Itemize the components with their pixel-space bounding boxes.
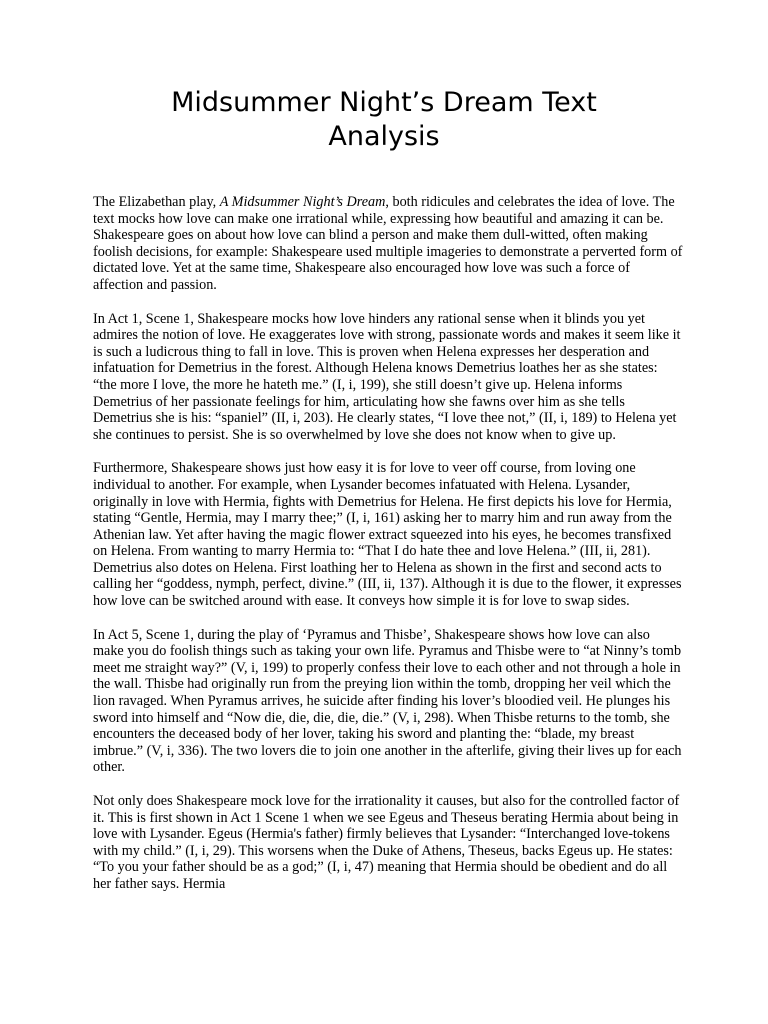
play-title-italic: A Midsummer Night’s Dream xyxy=(219,194,386,210)
paragraph-3: Furthermore, Shakespeare shows just how easy it is for love to veer off course, from loving one individual to another. For example, when Lysander becomes infatuated with Helena. Lysander, originally in love with Hermia, fights with Demetrius for Helena. He first depicts his love for Hermia, stating “Gentle, Hermia, may I marry thee;” (I, i, 161) asking her to marry him and run away from the Athenian law. Yet after having the magic flower extract squeezed into his eyes, he becomes transfixed on Helena. From wanting to marry Hermia to: “That I do hate thee and love Helena.” (III, ii, 281). Demetrius also dotes on Helena. First loathing her to Helena as shown in the first and second acts to calling her “goddess, nymph, perfect, divine.” (III, ii, 137). Although it is due to the flower, it expresses how love can be switched around with ease. It conveys how simple it is for love to swap sides. xyxy=(93,460,682,610)
document-title xyxy=(80,86,688,154)
document-body xyxy=(93,194,683,910)
title-line-2: Analysis xyxy=(328,121,440,152)
paragraph-1-text-end: , both ridicules and celebrates the idea of love. The text mocks how love can make one irrational while, expressing how beautiful and amazing it can be. Shakespeare goes on about how love can blind a person and make them dull-witted, often making foolish decisions, for example: Shakespeare used multiple imageries to demonstrate a perverted form of dictated love. Yet at the same time, Shakespeare also encouraged how love was such a force of affection and passion. xyxy=(93,194,683,293)
paragraph-2: In Act 1, Scene 1, Shakespeare mocks how love hinders any rational sense when it blinds you yet admires the notion of love. He exaggerates love with strong, passionate words and makes it seem like it is such a ludicrous thing to fall in love. This is proven when Helena expresses her desperation and infatuation for Demetrius in the forest. Although Helena knows Demetrius loathes her as she states: “the more I love, the more he hateth me.” (I, i, 199), she still doesn’t give up. Helena informs Demetrius of her passionate feelings for him, articulating how she fawns over him as she tells Demetrius she is his: “spaniel” (II, i, 203). He clearly states, “I love thee not,” (II, i, 189) to Helena yet she continues to persist. She is so overwhelmed by love she does not know when to give up. xyxy=(93,310,681,443)
paragraph-1-text-start: The Elizabethan play, xyxy=(93,194,220,210)
paragraph-1 xyxy=(93,194,683,294)
title-line-1: Midsummer Night’s Dream Text xyxy=(171,87,597,118)
paragraph-5: Not only does Shakespeare mock love for the irrationality it causes, but also for the controlled factor of it. This is first shown in Act 1 Scene 1 when we see Egeus and Theseus berating Hermia about being in love with Lysander. Egeus (Hermia's father) firmly believes that Lysander: “Interchanged love-tokens with my child.” (I, i, 29). This worsens when the Duke of Athens, Theseus, backs Egeus up. He states: “To you your father should be as a god;” (I, i, 47) meaning that Hermia should be obedient and do all her father says. Hermia xyxy=(93,793,680,892)
paragraph-4: In Act 5, Scene 1, during the play of ‘Pyramus and Thisbe’, Shakespeare shows how love can also make you do foolish things such as taking your own life. Pyramus and Thisbe were to “at Ninny’s tomb meet me straight way?” (V, i, 199) to properly confess their love to each other and not through a hole in the wall. Thisbe had originally run from the preying lion within the tomb, dropping her veil which the lion ravaged. When Pyramus arrives, he suicide after finding his lover’s bloodied veil. He plunges his sword into himself and “Now die, die, die, die, die.” (V, i, 298). When Thisbe returns to the tomb, she encounters the deceased body of her lover, taking his sword and planting the: “blade, my breast imbrue.” (V, i, 336). The two lovers die to join one another in the afterlife, giving their lives up for each other. xyxy=(93,626,682,776)
